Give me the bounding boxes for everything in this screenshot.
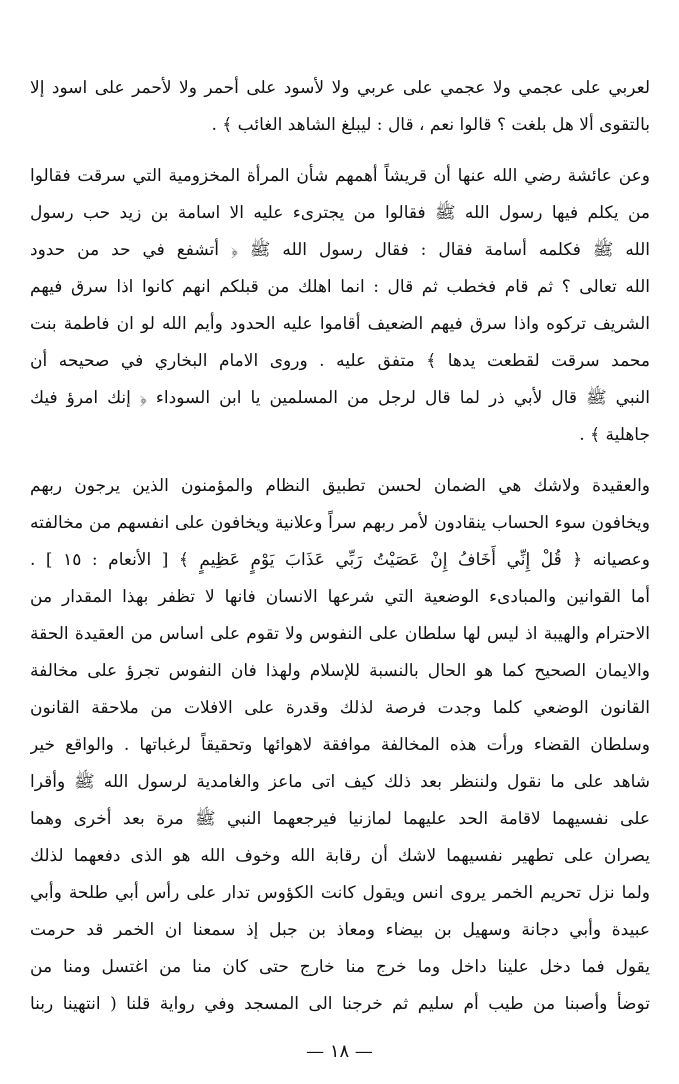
page-body-text [30, 70, 650, 1023]
text-line: وعن عائشة رضي الله عنها أن قريشاً أهمهم شأن المرأة المخزومية التي سرقت فقالوا [30, 166, 650, 186]
text-line: شاهد على ما نقول ولننظر بعد ذلك كيف اتى ماعز والغامدية لرسول الله ﷺ وأقرا [30, 772, 650, 792]
text-line: وعصيانه ﴿ قُلْ إِنِّي أَخَافُ إِنْ عَصَيْتُ رَبِّي عَذَابَ يَوْمٍ عَظِيمٍ ﴾ [ الأنعام : ١٥ ] . [30, 550, 650, 570]
text-line: أما القوانين والمبادىء الوضعية التي شرعها الانسان فانها لا تظفر بهذا المقدار من [30, 587, 650, 607]
text-line: من يكلم فيها رسول الله ﷺ فقالوا من يجترىء عليه الا اسامة بن زيد حب رسول [30, 203, 650, 223]
paragraph-2 [30, 158, 650, 454]
text-line: عبيدة وأبي دجانة وسهيل بن بيضاء ومعاذ بن جبل إذ سمعنا ان الخمر قد حرمت [30, 920, 650, 940]
text-line: يقول فما دخل علينا داخل وما خرج منا خارج حتى كان منا من اغتسل ومنا من [30, 957, 650, 977]
text-line: والعقيدة ولاشك هي الضمان لحسن تطبيق النظام والمؤمنون الذين يرجون ربهم [30, 476, 650, 496]
text-line: الشريف تركوه واذا سرق فيهم الضعيف أقاموا عليه الحدود وأيم الله لو ان فاطمة بنت [30, 314, 650, 334]
text-line: الاحترام والهيبة اذ ليس لها سلطان على النفوس ولا تقوم على اساس من العقيدة الحقة [30, 624, 650, 644]
text-line: الله ﷺ فكلمه أسامة فقال : فقال رسول الله ﷺ ﴿ أتشفع في حد من حدود [30, 240, 650, 260]
text-line: توضأ وأصبنا من طيب أم سليم ثم خرجنا الى المسجد وفي رواية قلنا ( انتهينا ربنا [30, 994, 650, 1014]
paragraph-1 [30, 70, 650, 144]
text-line: جاهلية ﴾ . [579, 425, 650, 445]
text-line: النبي ﷺ قال لأبي ذر لما قال لرجل من المسلمين يا ابن السوداء ﴿ إنك امرؤ فيك [30, 388, 650, 408]
text-line: ولما نزل تحريم الخمر يروى انس ويقول كانت الكؤوس تدار على رأس أبي طلحة وأبي [30, 883, 650, 903]
text-line: والايمان الصحيح كما هو الحال بالنسبة للإسلام ولهذا فان النفوس تجرؤ على مخالفة [30, 661, 650, 681]
paragraph-3 [30, 468, 650, 1023]
text-line: محمد سرقت لقطعت يدها ﴾ متفق عليه . وروى الامام البخاري في صحيحه أن [30, 351, 650, 371]
text-line: وسلطان القضاء ورأت هذه المخالفة موافقة لاهوائها وتحقيقاً لرغباتها . والواقع خير [30, 735, 650, 755]
text-line: القانون الوضعي كلما وجدت فرصة لذلك وقدرة على الافلات من ملاحقة القانون [30, 698, 650, 718]
text-line: ويخافون سوء الحساب ينقادون لأمر ربهم سراً وعلانية ويخافون على انفسهم من مخالفته [30, 513, 650, 533]
text-line: الله تعالى ؟ ثم قام فخطب ثم قال : انما اهلك من قبلكم انهم كانوا اذا سرق فيهم [30, 277, 650, 297]
text-line: على نفسيهما لاقامة الحد عليهما لمازنيا فيرجعهما النبي ﷺ مرة بعد أخرى وهما [30, 809, 650, 829]
page-number: — ١٨ — [306, 1041, 373, 1062]
text-line: بالتقوى ألا هل بلغت ؟ قالوا نعم ، قال : ليبلغ الشاهد الغائب ﴾ . [211, 115, 650, 135]
text-line: يصران على تطهير نفسيهما لاشك أن رقابة الله وخوف الله هو الذى دفعهما لذلك [30, 846, 650, 866]
text-line: لعربي على عجمي ولا عجمي على عربي ولا لأسود على أحمر ولا لأحمر على اسود إلا [30, 78, 650, 98]
